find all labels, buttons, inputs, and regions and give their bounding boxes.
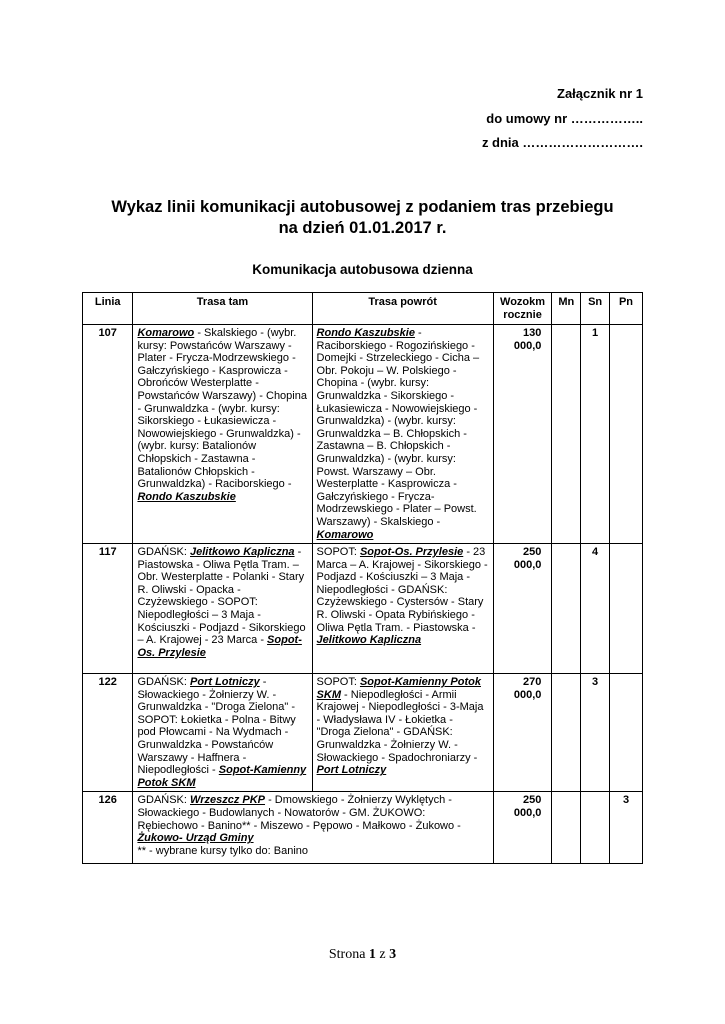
count-mn <box>552 544 581 674</box>
route-return <box>312 674 493 792</box>
route-outbound <box>133 674 312 792</box>
col-header-mn: Mn <box>552 293 581 325</box>
contract-date: z dnia ………………………. <box>481 135 643 150</box>
line-number: 126 <box>83 792 133 864</box>
line-number: 107 <box>83 325 133 544</box>
route-combined <box>133 792 493 864</box>
footer-page-number: 1 <box>368 947 376 962</box>
route-stops: - Niepodległości - Armii Krajowej - Niepodległości - 3-Maja - Władysława IV - Łokietka - "Droga Zielona" - GDAŃSK: Grunwaldzka - Żołnierzy W. - Słowackiego - Spadochroniarzy - <box>316 688 484 764</box>
col-header-linia: Linia <box>83 293 133 325</box>
count-sn: 4 <box>581 544 610 674</box>
annual-vehicle-km: 130 000,0 <box>493 325 552 544</box>
col-header-trasa-powrot: Trasa powrót <box>312 293 493 325</box>
col-header-wozokm: Wozokm rocznie <box>493 293 552 325</box>
city-prefix: GDAŃSK: <box>137 546 191 559</box>
page-footer <box>0 947 725 963</box>
route-stops: - Słowackiego - Żołnierzy W. - Grunwaldzka - "Droga Zielona" - SOPOT: Łokietka - Polna - Bitwy pod Płowcami - Na Wydmach - Grunwaldzka - Powstańców Warszawy - Haffnera - Niepodległości - <box>137 676 296 777</box>
count-sn: 1 <box>581 325 610 544</box>
route-stops: - Skalskiego - (wybr. kursy: Powstańców Warszawy - Plater - Frycza-Modrzewskiego - Gałczyńskiego - Kasprowicza - Obrońców Westerplatte - Powstańców Warszawy) - Chopina - Grunwaldzka - (wybr. kursy: Sikorskiego - Łukasiewicza - Nowowiejskiego - Grunwaldzka) - (wybr. kursy: Batalionów Chłopskich - Zastawna - Batalionów Chłopskich - Grunwaldzka) - Raciborskiego - <box>137 327 307 491</box>
footer-z: z <box>379 947 386 962</box>
terminus: Komarowo <box>137 327 195 339</box>
route-stops: - 23 Marca – A. Krajowej - Sikorskiego - Podjazd - Kościuszki – 3 Maja - Niepodległości - GDAŃSK: Czyżewskiego - Cystersów - Stary R. Oliwski - Opata Rybińskiego - Oliwa Pętla Tram. - Piastowska - <box>316 546 488 634</box>
terminus: Komarowo <box>316 528 374 541</box>
terminus: Wrzeszcz PKP <box>190 794 266 807</box>
route-outbound <box>133 544 312 674</box>
annual-vehicle-km: 250 000,0 <box>493 544 552 674</box>
footer-strona: Strona <box>328 947 366 962</box>
section-subtitle: Komunikacja autobusowa dzienna <box>252 262 473 277</box>
table-row <box>83 544 643 674</box>
count-pn: 3 <box>610 792 643 864</box>
city-prefix: SOPOT: <box>316 546 360 559</box>
count-sn: 3 <box>581 674 610 792</box>
count-sn <box>581 792 610 864</box>
col-header-trasa-tam: Trasa tam <box>133 293 312 325</box>
count-mn <box>552 792 581 864</box>
terminus: Rondo Kaszubskie <box>316 327 415 339</box>
attachment-label: Załącznik nr 1 <box>557 86 643 101</box>
route-footnote: ** - wybrane kursy tylko do: Banino <box>137 844 309 857</box>
terminus: Sopot-Kamienny Potok SKM <box>316 676 481 701</box>
routes-table <box>82 292 643 864</box>
terminus: Sopot-Os. Przylesie <box>359 546 464 559</box>
terminus: Sopot-Kamienny Potok SKM <box>137 764 307 789</box>
route-stops: - Raciborskiego - Rogozińskiego - Domejki - Strzeleckiego - Cicha – Obr. Pokoju – W. Polskiego - Chopina - (wybr. kursy: Grunwaldzka - Sikorskiego - Łukasiewicza - Nowowiejskiego - Grunwaldzka) - (wybr. kursy: Grunwaldzka – B. Chłopskich - Zastawna – B. Chłopskich - Grunwaldzka) - (wybr. kursy: Powst. Warszawy – Obr. Westerplatte - Kasprowicza - Gałczyńskiego - Frycza-Modrzewskiego - Plater – Powst. Warszawy) - Skalskiego - <box>316 327 480 528</box>
route-stops: - Dmowskiego - Żołnierzy Wyklętych - Słowackiego - Budowlanych - Nowatorów - GM. ŻUKOWO: Rębiechowo - Banino** - Miszewo - Pępowo - Małkowo - Żukowo - <box>137 794 461 832</box>
terminus: Rondo Kaszubskie <box>137 490 236 503</box>
annual-vehicle-km: 250 000,0 <box>493 792 552 864</box>
col-header-sn: Sn <box>581 293 610 325</box>
city-prefix: GDAŃSK: <box>137 794 191 807</box>
city-prefix: GDAŃSK: <box>137 676 191 689</box>
terminus: Jelitkowo Kapliczna <box>316 634 422 647</box>
route-return <box>312 544 493 674</box>
count-pn <box>610 674 643 792</box>
terminus: Port Lotniczy <box>190 676 260 689</box>
count-mn <box>552 674 581 792</box>
terminus: Sopot-Os. Przylesie <box>137 634 302 659</box>
line-number: 117 <box>83 544 133 674</box>
document-title <box>0 197 725 239</box>
table-row <box>83 325 643 544</box>
terminus: Żukowo- Urząd Gminy <box>137 832 254 845</box>
route-outbound <box>133 325 312 544</box>
col-header-pn: Pn <box>610 293 643 325</box>
route-stops: - Piastowska - Oliwa Pętla Tram. – Obr. Westerplatte - Polanki - Stary R. Oliwski - Opacka - Czyżewskiego - SOPOT: Niepodległości – 3 Maja - Kościuszki - Podjazd - Sikorskiego – A. Krajowej - 23 Marca - <box>137 546 306 647</box>
title-line-2: na dzień 01.01.2017 r. <box>278 219 447 237</box>
count-pn <box>610 544 643 674</box>
table-row <box>83 792 643 864</box>
table-header-row <box>83 293 643 325</box>
footer-total-pages: 3 <box>389 947 397 962</box>
title-line-1: Wykaz linii komunikacji autobusowej z podaniem tras przebiegu <box>111 198 614 216</box>
annual-vehicle-km: 270 000,0 <box>493 674 552 792</box>
table-row <box>83 674 643 792</box>
terminus: Jelitkowo Kapliczna <box>190 546 295 559</box>
route-return <box>312 325 493 544</box>
count-pn <box>610 325 643 544</box>
line-number: 122 <box>83 674 133 792</box>
terminus: Port Lotniczy <box>316 764 387 777</box>
city-prefix: SOPOT: <box>316 676 360 689</box>
count-mn <box>552 325 581 544</box>
contract-number: do umowy nr …………….. <box>486 111 643 126</box>
